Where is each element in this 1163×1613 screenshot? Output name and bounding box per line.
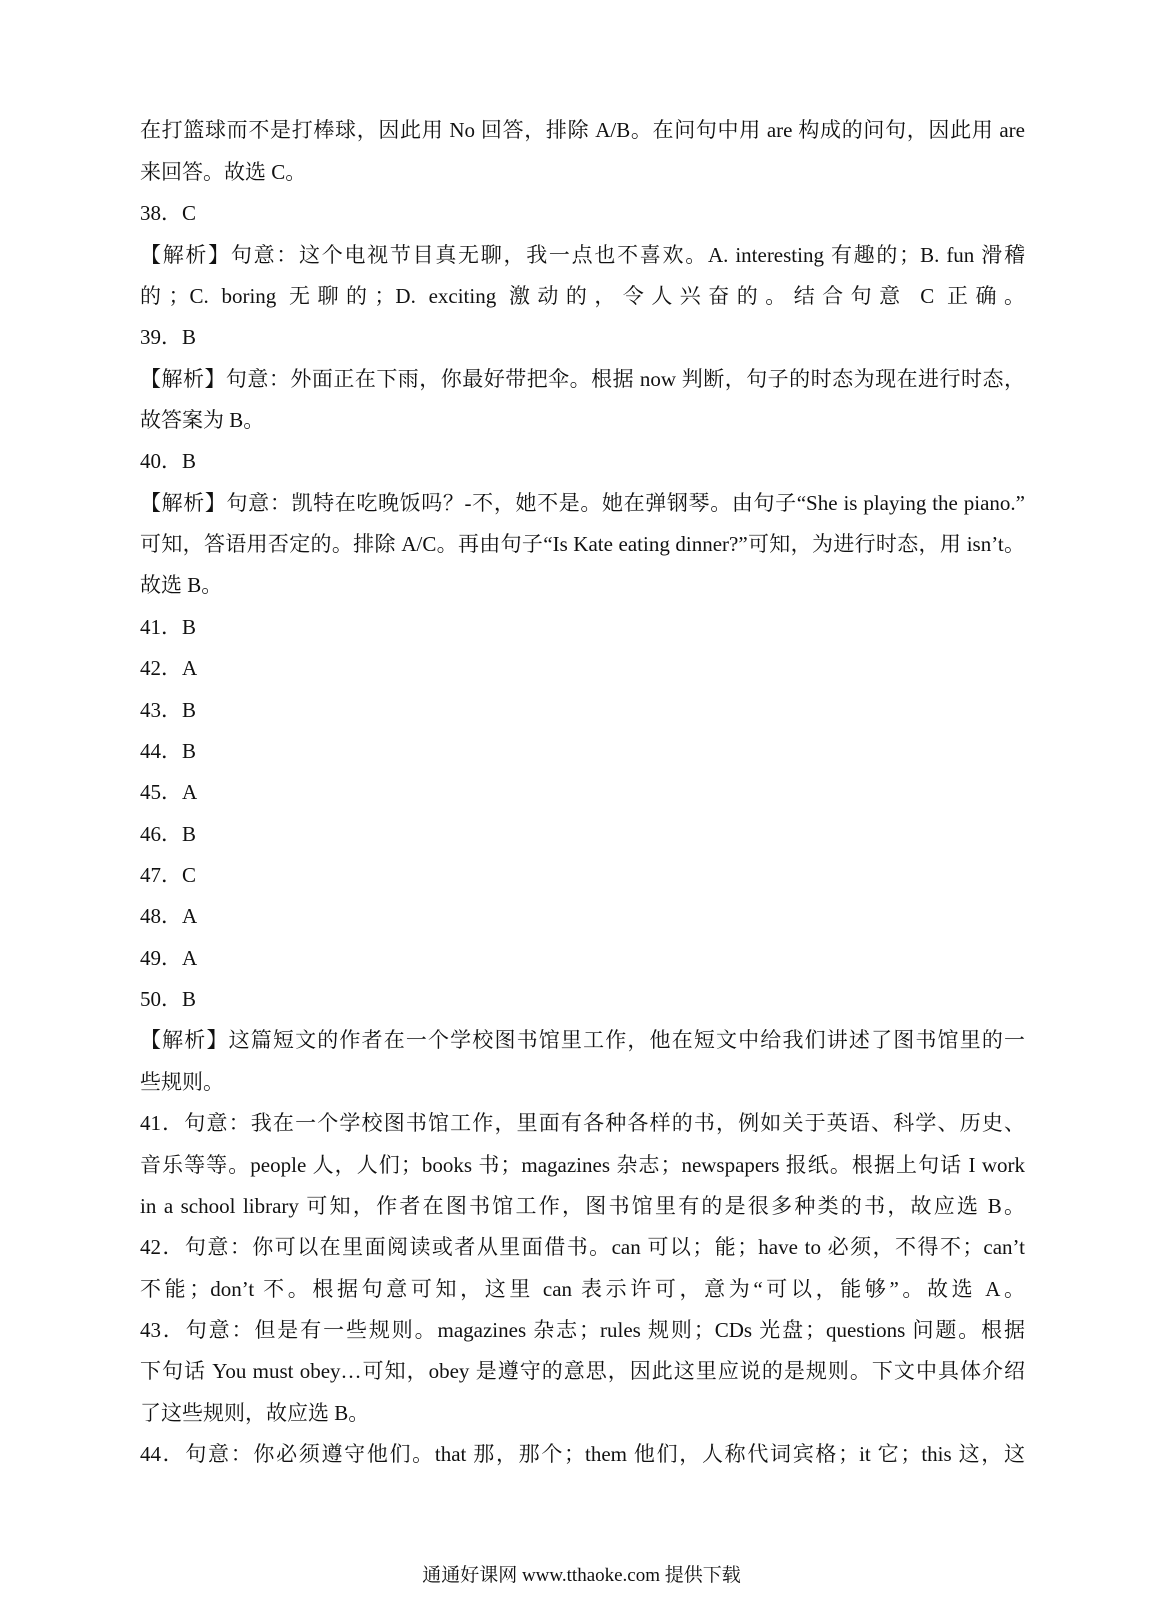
text-line: 44．句意：你必须遵守他们。that 那，那个；them 他们，人称代词宾格；it 它；this 这，这 <box>140 1442 1025 1466</box>
text-line: 50．B <box>140 987 197 1011</box>
text-line: 下句话 You must obey…可知，obey 是遵守的意思，因此这里应说的是规则。下文中具体介绍 <box>140 1359 1025 1383</box>
text-line: 41．句意：我在一个学校图书馆工作，里面有各种各样的书，例如关于英语、科学、历史、 <box>140 1111 1025 1135</box>
text-line: 故答案为 B。 <box>140 408 265 432</box>
text-line: 39．B <box>140 325 197 349</box>
text-line: 些规则。 <box>140 1070 224 1094</box>
text-line: 的；C. boring 无聊的；D. exciting 激动的，令人兴奋的。结合句意 C 正确。 <box>140 284 1025 308</box>
text-line: 41．B <box>140 615 197 639</box>
text-line: 【解析】句意：外面正在下雨，你最好带把伞。根据 now 判断，句子的时态为现在进行时态， <box>140 367 1025 391</box>
text-line: 44．B <box>140 739 197 763</box>
text-line: 了这些规则，故应选 B。 <box>140 1401 370 1425</box>
text-line: in a school library 可知，作者在图书馆工作，图书馆里有的是很多种类的书，故应选 B。 <box>140 1194 1025 1218</box>
text-line: 来回答。故选 C。 <box>140 160 307 184</box>
page-footer: 通通好课网 www.tthaoke.com 提供下载 <box>422 1565 741 1586</box>
text-line: 不能；don’t 不。根据句意可知，这里 can 表示许可，意为“可以，能够”。故选 A。 <box>140 1277 1025 1301</box>
text-line: 40．B <box>140 449 197 473</box>
text-line: 42．A <box>140 656 198 680</box>
text-line: 46．B <box>140 822 197 846</box>
text-line: 49．A <box>140 946 198 970</box>
text-line: 故选 B。 <box>140 573 223 597</box>
text-line: 42．句意：你可以在里面阅读或者从里面借书。can 可以；能；have to 必须，不得不；can’t <box>140 1235 1025 1259</box>
text-line: 【解析】这篇短文的作者在一个学校图书馆里工作，他在短文中给我们讲述了图书馆里的一 <box>140 1028 1025 1052</box>
text-line: 48．A <box>140 904 198 928</box>
text-line: 【解析】句意：这个电视节目真无聊，我一点也不喜欢。A. interesting 有趣的；B. fun 滑稽 <box>140 243 1025 267</box>
text-line: 47．C <box>140 863 197 887</box>
text-line: 可知，答语用否定的。排除 A/C。再由句子“Is Kate eating dinner?”可知，为进行时态，用 isn’t。 <box>140 532 1025 556</box>
text-line: 43．句意：但是有一些规则。magazines 杂志；rules 规则；CDs 光盘；questions 问题。根据 <box>140 1318 1025 1342</box>
text-line: 【解析】句意：凯特在吃晚饭吗？-不，她不是。她在弹钢琴。由句子“She is playing the piano.” <box>140 491 1025 515</box>
text-line: 38．C <box>140 201 197 225</box>
text-line: 音乐等等。people 人，人们；books 书；magazines 杂志；newspapers 报纸。根据上句话 I work <box>140 1153 1025 1177</box>
text-line: 43．B <box>140 698 197 722</box>
text-line: 45．A <box>140 780 198 804</box>
text-line: 在打篮球而不是打棒球，因此用 No 回答，排除 A/B。在问句中用 are 构成的问句，因此用 are <box>140 118 1025 142</box>
